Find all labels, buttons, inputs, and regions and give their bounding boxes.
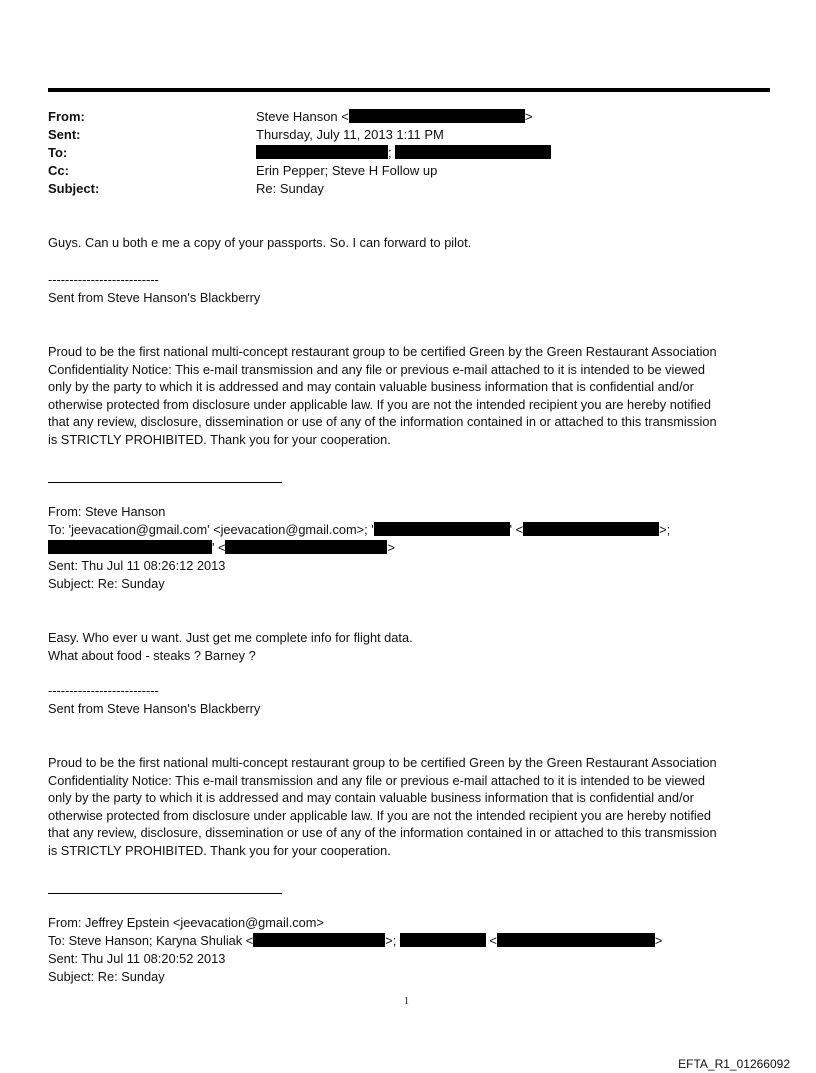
signature: Sent from Steve Hanson's Blackberry [48,290,261,305]
quoted-sent: Sent: Thu Jul 11 08:20:52 2013 [48,951,226,966]
quoted-to2-mid: ' < [212,540,226,555]
quoted-to-end: > [654,933,663,948]
quoted-subject: Subject: Re: Sunday [48,576,165,591]
quoted-from: From: Jeffrey Epstein <jeevacation@gmail.com> [48,915,324,930]
subject-label: Subject: [48,181,100,196]
from-value [256,108,532,126]
redaction-box [225,540,387,554]
redaction-box [497,933,655,947]
redaction-box [253,933,385,947]
cc-label: Cc: [48,163,69,178]
quoted-sent: Sent: Thu Jul 11 08:26:12 2013 [48,558,226,573]
from-end: > [524,109,533,124]
sent-value: Thursday, July 11, 2013 1:11 PM [256,127,444,142]
confidentiality-notice: Proud to be the first national multi-concept restaurant group to be certified Green by the Green Restaurant Association Confidentiality Notice: This e-mail transmission and any file or previous e-mail attached to it is intended to be viewed only by the party to which it is addressed and may contain valuable business information that is confidential and/or otherwise protected from disclosure under applicable law. If you are not the intended recipient you are hereby notified that any review, disclosure, dissemination or use of any of the information contained in or attached to this transmission is STRICTLY PROHIBITED. Thank you for your cooperation. [48,755,717,858]
quoted-subject: Subject: Re: Sunday [48,969,165,984]
quoted-to-mid2: < [489,933,497,948]
quoted-from: From: Steve Hanson [48,504,166,519]
quoted-to-continued [48,539,395,557]
quoted-to2-end: > [387,540,395,555]
document-id: EFTA_R1_01266092 [678,1057,790,1071]
redaction-box [400,933,486,947]
quoted-to-end: >; [659,522,671,537]
subject-value: Re: Sunday [256,181,324,196]
quoted-to-start: To: Steve Hanson; Karyna Shuliak < [48,933,254,948]
separator-rule [48,482,282,483]
header-rule [48,88,770,92]
confidentiality-notice: Proud to be the first national multi-concept restaurant group to be certified Green by the Green Restaurant Association Confidentiality Notice: This e-mail transmission and any file or previous e-mail attached to it is intended to be viewed only by the party to which it is addressed and may contain valuable business information that is confidential and/or otherwise protected from disclosure under applicable law. If you are not the intended recipient you are hereby notified that any review, disclosure, dissemination or use of any of the information contained in or attached to this transmission is STRICTLY PROHIBITED. Thank you for your cooperation. [48,344,717,447]
cc-value: Erin Pepper; Steve H Follow up [256,163,438,178]
to-separator: ; [388,145,392,160]
redaction-box [349,109,525,123]
sent-label: Sent: [48,127,81,142]
redaction-box [256,145,388,159]
quoted-to-mid: ' < [509,522,524,537]
quoted-to [48,521,670,539]
quoted-to [48,932,662,950]
separator-rule [48,893,282,894]
to-label: To: [48,145,68,160]
to-value [256,144,551,162]
quoted-to-start: To: 'jeevacation@gmail.com' <jeevacation@gmail.com>; ' [48,522,374,537]
message-body: Guys. Can u both e me a copy of your passports. So. I can forward to pilot. [48,235,472,250]
redaction-box [523,522,659,536]
from-name: Steve Hanson < [256,109,349,124]
message-body: Easy. Who ever u want. Just get me complete info for flight data. What about food - steaks ? Barney ? [48,630,413,663]
redaction-box [374,522,510,536]
page-number: 1 [404,996,409,1007]
redaction-box [395,145,551,159]
signature-divider: -------------------------- [48,272,159,287]
from-label: From: [48,109,85,124]
signature: Sent from Steve Hanson's Blackberry [48,701,261,716]
quoted-to-mid: >; [385,933,397,948]
redaction-box [48,540,212,554]
signature-divider: -------------------------- [48,683,159,698]
